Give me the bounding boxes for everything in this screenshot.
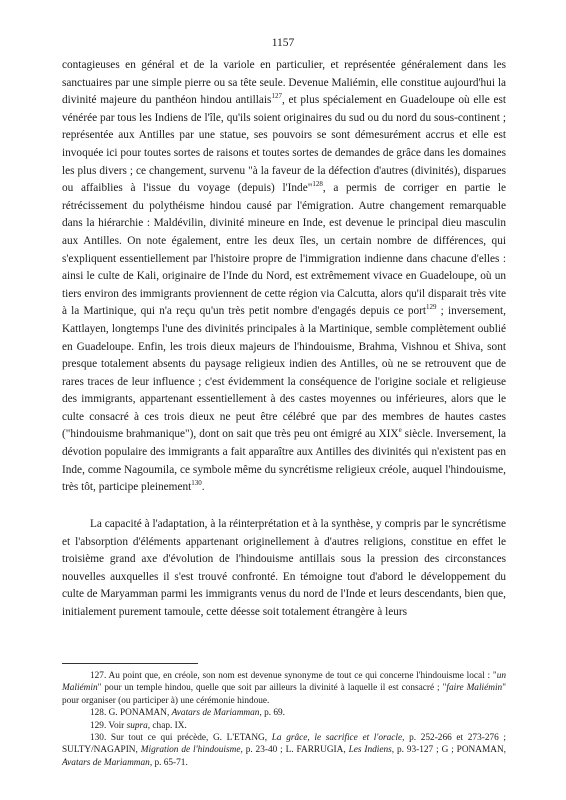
footnote-127	[62, 670, 506, 707]
footnote-129-text-2: , chap. IX.	[147, 720, 187, 731]
footnote-ref-127[interactable]: 127	[271, 92, 282, 101]
footnote-130-italic-4: Avatars de Mariamman	[62, 757, 150, 768]
footnote-128-text-2: , p. 69.	[259, 708, 286, 719]
footnote-129	[62, 720, 506, 732]
footnote-130-text-4: , p. 93-127 ; G ; PONAMAN,	[391, 745, 507, 756]
century-superscript: e	[398, 426, 402, 435]
footnote-130-text-3: , p. 23-40 ; L. FARRUGIA,	[240, 745, 349, 756]
footnote-130-italic-2: Migration de l'hindouisme	[140, 745, 241, 756]
paragraph-1-text-3: , a permis de corriger en partie le rétrécissement du polythéisme hindou causé par l'émigration. Autre changement remarquable dans la hiérarchie : Maldévilin, divinité mineure en Inde, est devenue le principal dieu masculin aux Antilles. On note également, entre les deux îles, un certain nombre de différences, qui s'expliquent essentiellement par l'histoire propre de l'immigration indienne dans chacune d'elles : ainsi le culte de Kali, originaire de l'Inde du Nord, est extrêmement vivace en Guadeloupe, où un tiers environ des immigrants proviennent de cette région via Calcutta, alors qu'il disparait très vite à la Martinique, qui n'a reçu qu'un très petit nombre d'engagés depuis ce port	[62, 182, 506, 318]
footnote-127-italic-2: faire Maliémin	[446, 683, 503, 694]
page-number: 1157	[271, 37, 295, 49]
paragraph-1	[62, 57, 506, 497]
footnote-128-italic: Avatars de Mariamman	[171, 708, 260, 719]
footnote-130-italic-3: Les Indiens	[348, 745, 392, 756]
paragraph-1-text-1: contagieuses en général et de la variole en particulier, et représentée généralement dans les sanctuaires par une simple pierre ou sa tête seule. Devenue Maliémin, elle constitue aujourd'hui la divinité majeure du panthéon hindou antillais	[62, 59, 506, 107]
footnote-127-text-2: " pour un temple hindou, quelle que soit par ailleurs la divinité à laquelle il est consacré ; "	[97, 683, 447, 694]
footnote-130-italic-1: La grâce, le sacrifice et l'oracle	[271, 733, 403, 744]
footnote-130	[62, 732, 506, 769]
footnote-127-text-3: " pour organiser (ou participer à) une cérémonie hindoue.	[62, 683, 506, 706]
paragraph-2	[62, 516, 506, 622]
footnote-separator	[62, 663, 198, 664]
footnote-130-text-2: , p. 252-266 et 273-276 ; SULTY/NAGAPIN,	[62, 733, 507, 756]
footnote-ref-128[interactable]: 128	[312, 180, 323, 189]
footnote-129-italic: supra	[126, 720, 148, 731]
footnote-127-text-1: 127. Au point que, en créole, son nom est devenue synonyme de tout ce qui concerne l'hindouisme local : "	[90, 671, 497, 681]
footnote-128	[62, 707, 506, 719]
paragraph-1-text-2: , et plus spécialement en Guadeloupe où elle est vénérée par tous les Indiens de l'île, qu'ils soient originaires du sud ou du nord du sous-continent ; représentée aux Antilles par une statue, ses pouvoirs se sont démesurément accrus et elle est invoquée ici pour toutes sortes de raisons et toutes sortes de demandes de grâce dans les domaines les plus divers ; ce changement, survenu "à la faveur de la défection d'autres (divinités), disparues ou affaiblies à l'issue du voyage (depuis) l'Inde"	[62, 94, 507, 195]
footnote-129-text-1: 129. Voir	[90, 720, 127, 731]
footnote-127-italic-1: un Maliémin	[62, 671, 506, 694]
footnote-130-text-1: 130. Sur tout ce qui précède, G. L'ETANG,	[90, 733, 272, 744]
footnote-128-text-1: 128. G. PONAMAN,	[90, 708, 172, 719]
paragraph-1-text-4: ; inversement, Kattlayen, longtemps l'une des divinités principales à la Martinique, semble complètement oublié en Guadeloupe. Enfin, les trois dieux majeurs de l'hindouisme, Brahma, Vishnou et Shiva, sont presque totalement absents du paysage religieux indien des Antilles, où ne se retrouvent que de rares traces de leur influence ; c'est évidemment la conséquence de l'origine sociale et religieuse des immigrants, appartenant essentiellement à des castes moyennes ou inférieures, alors que le culte consacré à ces trois dieux ne peut être célébré que par des membres de hautes castes ("hindouisme brahmanique"), dont on sait que très peu ont émigré au XIX	[62, 305, 506, 441]
footnotes	[62, 670, 506, 769]
paragraph-1-text-5: siècle. Inversement, la dévotion populaire des immigrants a fait apparaître aux Antilles des divinités qui n'existent pas en Inde, comme Nagoumila, ce symbole même du syncrétisme religieux créole, auquel l'hindouisme, très tôt, participe pleinement	[62, 428, 506, 494]
footnote-ref-130[interactable]: 130	[191, 479, 202, 488]
paragraph-1-text-6: .	[201, 481, 205, 494]
footnote-130-text-5: , p. 65-71.	[149, 757, 188, 768]
paragraph-2-text: La capacité à l'adaptation, à la réinterprétation et à la synthèse, y compris par le syncrétisme et l'absorption d'éléments appartenant originellement à d'autres religions, constitue en effet le troisième grand axe d'évolution de l'hindouisme antillais sous la pression des circonstances nouvelles auxquelles il s'est trouvé confronté. En témoigne tout d'abord le développement du culte de Maryamman parmi les immigrants venus du nord de l'Inde et leurs descendants, bien que, initialement purement tamoule, cette déesse soit totalement étrangère à leurs	[62, 518, 506, 618]
footnote-ref-129[interactable]: 129	[426, 303, 437, 312]
